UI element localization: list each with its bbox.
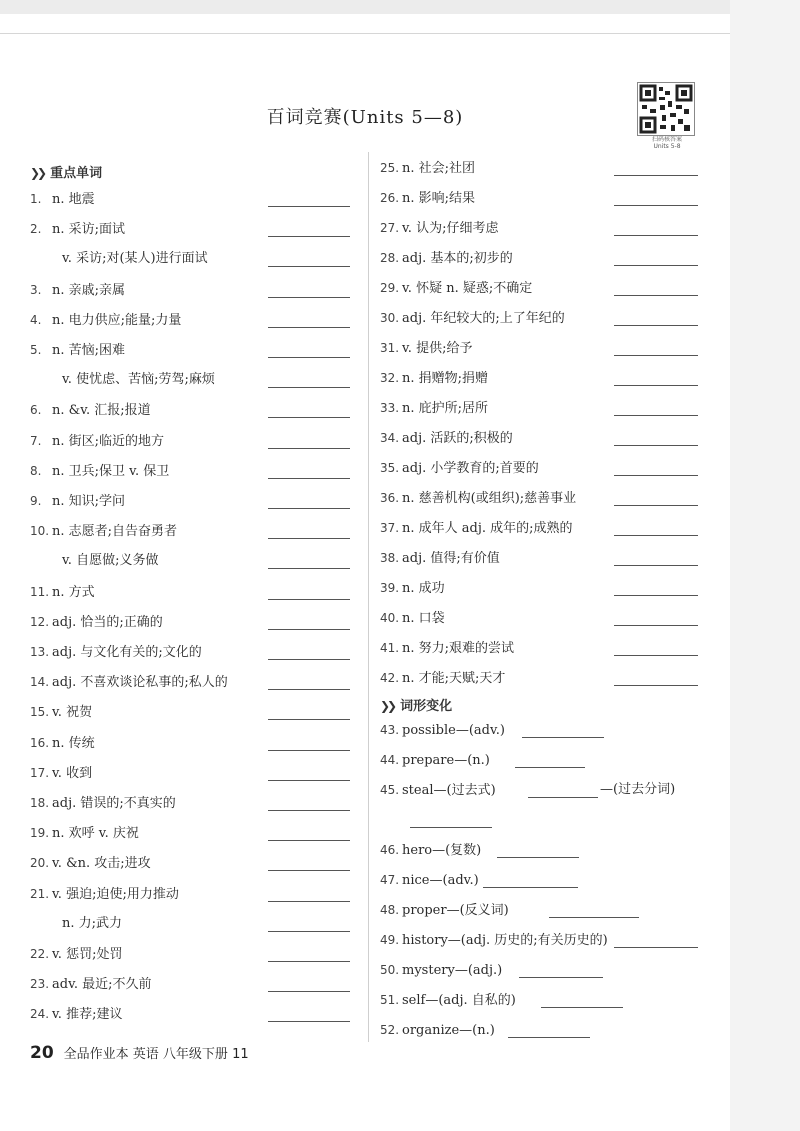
item-text: adv. 最近;不久前 <box>52 977 152 993</box>
item-number: 34. <box>380 431 400 445</box>
vocab-item <box>380 190 475 207</box>
answer-blank[interactable] <box>268 991 350 992</box>
answer-blank[interactable] <box>268 266 350 267</box>
item-number: 7. <box>30 433 42 448</box>
item-number: 9. <box>30 494 42 508</box>
item-number: 26. <box>380 191 400 205</box>
item-number: 6. <box>30 403 42 418</box>
item-text: n. 成功 <box>402 581 445 596</box>
item-number: 11. <box>30 584 50 599</box>
item-number: 10. <box>30 524 50 539</box>
answer-blank[interactable] <box>268 538 350 539</box>
item-text-secondary: —(过去分词) <box>600 782 676 797</box>
item-text: prepare—(n.) <box>402 753 490 768</box>
answer-blank[interactable] <box>614 947 698 948</box>
item-number: 31. <box>380 341 400 355</box>
answer-blank[interactable] <box>268 236 350 237</box>
vocab-item <box>380 400 488 417</box>
item-number: 27. <box>380 221 400 235</box>
answer-blank[interactable] <box>614 535 698 536</box>
item-text: n. 欢呼 v. 庆祝 <box>52 826 139 842</box>
item-text: n. 慈善机构(或组织);慈善事业 <box>402 491 577 506</box>
item-text: n. 亲戚;亲属 <box>52 282 126 298</box>
answer-blank[interactable] <box>614 175 698 176</box>
item-text: n. 捐赠物;捐赠 <box>402 371 489 386</box>
item-text: adj. 基本的;初步的 <box>402 251 513 266</box>
vocab-item <box>380 460 539 477</box>
item-number: 33. <box>380 401 400 415</box>
vocab-item <box>380 310 565 327</box>
vocab-item <box>30 553 158 569</box>
item-number: 35. <box>380 461 400 475</box>
answer-blank[interactable] <box>614 475 698 476</box>
item-text: adj. 年纪较大的;上了年纪的 <box>402 311 565 326</box>
vocab-item <box>30 523 177 540</box>
answer-blank[interactable] <box>268 599 350 600</box>
answer-blank[interactable] <box>268 508 350 509</box>
answer-blank[interactable] <box>268 206 350 207</box>
answer-blank[interactable] <box>519 977 603 978</box>
answer-blank[interactable] <box>614 655 698 656</box>
answer-blank[interactable] <box>522 737 604 738</box>
item-number: 36. <box>380 491 400 505</box>
item-text: v. 使忧虑、苦恼;劳驾;麻烦 <box>62 372 215 388</box>
item-number: 23. <box>30 977 50 992</box>
item-number: 13. <box>30 645 50 659</box>
item-number: 44. <box>380 753 400 767</box>
item-number: 20. <box>30 856 50 871</box>
double-chevron-icon: ❯❯ <box>30 166 45 180</box>
vocab-item <box>380 722 505 739</box>
item-text: v. 推荐;建议 <box>52 1007 123 1023</box>
item-number: 46. <box>380 843 400 857</box>
answer-blank[interactable] <box>268 750 350 751</box>
vocab-item <box>380 752 490 769</box>
answer-blank[interactable] <box>268 810 350 811</box>
answer-blank[interactable] <box>268 417 350 418</box>
answer-blank[interactable] <box>268 327 350 328</box>
vocab-item <box>30 946 122 963</box>
answer-blank[interactable] <box>614 205 698 206</box>
item-text: n. 地震 <box>52 192 95 207</box>
vocab-item <box>30 312 181 329</box>
item-text: n. 才能;天赋;天才 <box>402 671 506 686</box>
section-heading-key-words <box>30 162 102 181</box>
item-text: n. 庇护所;居所 <box>402 401 489 416</box>
qr-code[interactable] <box>637 82 697 150</box>
answer-blank[interactable] <box>528 797 598 798</box>
answer-blank[interactable] <box>614 685 698 686</box>
item-text: v. 怀疑 n. 疑惑;不确定 <box>402 281 533 296</box>
vocab-item <box>30 221 125 238</box>
vocab-item <box>30 916 122 932</box>
section-title: 重点单词 <box>50 166 103 181</box>
item-number: 50. <box>380 963 400 977</box>
vocab-item <box>380 220 498 237</box>
answer-blank[interactable] <box>614 415 698 416</box>
answer-blank[interactable] <box>268 387 350 388</box>
item-number: 40. <box>380 611 400 625</box>
answer-blank[interactable] <box>614 325 698 326</box>
vocab-item <box>380 250 513 267</box>
vocab-item <box>380 670 505 687</box>
item-text: nice—(adv.) <box>402 873 479 888</box>
item-number: 22. <box>30 947 50 961</box>
item-number: 14. <box>30 675 50 690</box>
vocab-item <box>30 855 151 872</box>
vocab-item <box>30 644 202 661</box>
item-number: 48. <box>380 903 400 917</box>
vocab-item <box>30 886 179 903</box>
item-text: v. 认为;仔细考虑 <box>402 221 499 236</box>
item-text: proper—(反义词) <box>402 903 509 918</box>
qr-caption: 扫码核答案 <box>651 136 682 143</box>
vocab-item <box>380 550 500 567</box>
item-text: adj. 与文化有关的;文化的 <box>52 645 202 660</box>
item-text: n. 社会;社团 <box>402 161 476 176</box>
answer-blank[interactable] <box>268 659 350 660</box>
answer-blank[interactable] <box>614 445 698 446</box>
item-text: n. 电力供应;能量;力量 <box>52 312 182 328</box>
item-number: 28. <box>380 251 400 265</box>
vocab-item <box>30 765 92 782</box>
vocab-item <box>30 433 164 450</box>
answer-blank[interactable] <box>614 625 698 626</box>
column-divider <box>368 152 369 1042</box>
item-number: 37. <box>380 521 400 535</box>
item-number: 32. <box>380 371 400 385</box>
item-text: v. 采访;对(某人)进行面试 <box>62 251 208 267</box>
answer-blank[interactable] <box>268 780 350 781</box>
vocab-item <box>30 402 151 419</box>
vocab-item <box>30 251 208 267</box>
vocab-item <box>380 430 513 447</box>
item-text: v. 强迫;迫使;用力推动 <box>52 886 179 902</box>
item-number: 1. <box>30 192 42 206</box>
vocab-item <box>380 1022 495 1039</box>
item-number: 29. <box>380 281 400 295</box>
vocab-item <box>30 825 139 842</box>
item-text: hero—(复数) <box>402 843 482 858</box>
item-number: 5. <box>30 343 42 357</box>
item-text: v. 惩罚;处罚 <box>52 947 123 962</box>
answer-blank[interactable] <box>614 265 698 266</box>
item-text: n. 口袋 <box>402 611 445 626</box>
section-title: 词形变化 <box>400 699 453 714</box>
answer-blank[interactable] <box>268 870 350 871</box>
vocab-item <box>30 704 92 721</box>
item-text: n. 方式 <box>52 584 95 600</box>
answer-blank[interactable] <box>268 931 350 932</box>
item-text: v. &n. 攻击;进攻 <box>52 856 151 872</box>
answer-blank[interactable] <box>614 235 698 236</box>
answer-blank[interactable] <box>268 568 350 569</box>
item-number: 41. <box>380 641 400 655</box>
item-number: 21. <box>30 886 50 901</box>
vocab-item <box>30 614 163 631</box>
answer-blank[interactable] <box>508 1037 590 1038</box>
answer-blank[interactable] <box>268 689 350 690</box>
answer-blank[interactable] <box>614 565 698 566</box>
page-footer <box>30 1043 249 1063</box>
vocab-item <box>380 872 479 889</box>
item-text: adj. 错误的;不真实的 <box>52 796 176 811</box>
item-text: n. 苦恼;困难 <box>52 343 126 358</box>
vocab-item <box>30 976 152 993</box>
scan-right-margin <box>730 0 800 1131</box>
item-text: n. 采访;面试 <box>52 222 126 238</box>
answer-blank[interactable] <box>268 629 350 630</box>
answer-blank[interactable] <box>614 355 698 356</box>
vocab-item <box>380 490 576 507</box>
answer-blank[interactable] <box>268 840 350 841</box>
item-number: 12. <box>30 614 50 629</box>
answer-blank[interactable] <box>614 385 698 386</box>
item-text: organize—(n.) <box>402 1023 495 1038</box>
page-title: 百词竞赛(Units 5—8) <box>266 107 464 128</box>
item-text: n. 成年人 adj. 成年的;成熟的 <box>402 521 573 536</box>
answer-blank[interactable] <box>614 295 698 296</box>
vocab-item <box>30 493 125 510</box>
answer-blank[interactable] <box>268 297 350 298</box>
page-top-rule <box>0 33 730 34</box>
vocab-item <box>30 735 95 752</box>
item-text: n. &v. 汇报;报道 <box>52 403 151 419</box>
vocab-item <box>380 842 481 859</box>
item-text: n. 志愿者;自告奋勇者 <box>52 524 178 540</box>
item-number: 39. <box>380 581 400 595</box>
answer-blank[interactable] <box>268 961 350 962</box>
item-text: n. 传统 <box>52 735 95 751</box>
item-text: adj. 小学教育的;首要的 <box>402 461 539 476</box>
item-text: adj. 活跃的;积极的 <box>402 431 513 446</box>
vocab-item <box>380 992 516 1009</box>
section-heading-word-forms <box>380 695 452 714</box>
page-number: 20 <box>30 1043 54 1063</box>
answer-blank[interactable] <box>541 1007 623 1008</box>
book-info: 全品作业本 英语 八年级下册 11 <box>63 1047 249 1062</box>
item-number: 4. <box>30 312 42 327</box>
vocab-item <box>30 191 95 208</box>
item-number: 42. <box>380 671 400 685</box>
item-number: 49. <box>380 933 400 947</box>
answer-blank[interactable] <box>268 1021 350 1022</box>
vocab-item <box>380 280 532 297</box>
item-number: 8. <box>30 463 42 478</box>
item-number: 24. <box>30 1007 50 1022</box>
item-text: n. 努力;艰难的尝试 <box>402 641 515 656</box>
vocab-item <box>380 370 488 387</box>
vocab-item <box>380 160 475 177</box>
vocab-item <box>30 282 125 299</box>
vocab-item <box>30 372 215 388</box>
vocab-item <box>380 962 502 979</box>
item-text: n. 知识;学问 <box>52 494 126 509</box>
item-number: 19. <box>30 826 50 841</box>
vocab-item <box>30 584 95 601</box>
item-text: n. 卫兵;保卫 v. 保卫 <box>52 463 170 479</box>
double-chevron-icon: ❯❯ <box>380 699 395 713</box>
item-number: 45. <box>380 783 400 797</box>
item-number: 51. <box>380 993 400 1007</box>
answer-blank[interactable] <box>268 448 350 449</box>
item-number: 38. <box>380 551 400 565</box>
answer-blank[interactable] <box>614 595 698 596</box>
vocab-item <box>380 340 472 357</box>
item-number: 30. <box>380 311 400 325</box>
item-text: mystery—(adj.) <box>402 963 503 978</box>
item-text: self—(adj. 自私的) <box>402 993 516 1008</box>
item-number: 43. <box>380 723 400 737</box>
item-text: n. 力;武力 <box>62 915 123 931</box>
vocab-item <box>380 580 445 597</box>
vocab-item <box>30 795 176 812</box>
qr-code-icon <box>637 82 695 136</box>
item-text: possible—(adv.) <box>402 723 505 738</box>
item-number: 3. <box>30 282 42 297</box>
answer-blank[interactable] <box>410 827 492 828</box>
answer-blank[interactable] <box>614 505 698 506</box>
vocab-item <box>380 902 509 919</box>
item-number: 16. <box>30 735 50 750</box>
answer-blank[interactable] <box>268 478 350 479</box>
vocab-item <box>30 342 125 359</box>
answer-blank[interactable] <box>268 901 350 902</box>
item-text: v. 祝贺 <box>52 705 93 721</box>
item-number: 18. <box>30 796 50 810</box>
item-number: 25. <box>380 161 400 175</box>
item-text: v. 自愿做;义务做 <box>62 553 159 569</box>
item-number: 15. <box>30 705 50 720</box>
item-text: adj. 恰当的;正确的 <box>52 614 163 630</box>
vocab-item <box>380 640 514 657</box>
item-text: history—(adj. 历史的;有关历史的) <box>402 933 608 948</box>
vocab-item <box>380 610 445 627</box>
item-text: v. 提供;给予 <box>402 341 473 356</box>
item-text: adj. 不喜欢谈论私事的;私人的 <box>52 675 228 691</box>
item-text: adj. 值得;有价值 <box>402 551 500 566</box>
item-number: 17. <box>30 765 50 780</box>
item-text: n. 影响;结果 <box>402 191 476 206</box>
vocab-item <box>30 674 228 691</box>
vocab-item <box>30 1006 122 1023</box>
answer-blank[interactable] <box>515 767 585 768</box>
answer-blank[interactable] <box>497 857 579 858</box>
vocab-item <box>380 932 608 949</box>
answer-blank[interactable] <box>483 887 578 888</box>
item-text: n. 街区;临近的地方 <box>52 433 165 449</box>
item-text: steal—(过去式) <box>402 783 496 798</box>
item-number: 52. <box>380 1023 400 1037</box>
answer-blank[interactable] <box>268 357 350 358</box>
vocab-item <box>380 782 496 799</box>
vocab-item <box>380 520 573 537</box>
scan-top-shadow <box>0 0 730 14</box>
answer-blank[interactable] <box>268 719 350 720</box>
item-text: v. 收到 <box>52 765 93 781</box>
item-number: 47. <box>380 873 400 887</box>
qr-caption-units: Units 5-8 <box>653 143 681 150</box>
item-number: 2. <box>30 222 42 237</box>
answer-blank[interactable] <box>549 917 639 918</box>
vocab-item <box>30 463 169 480</box>
